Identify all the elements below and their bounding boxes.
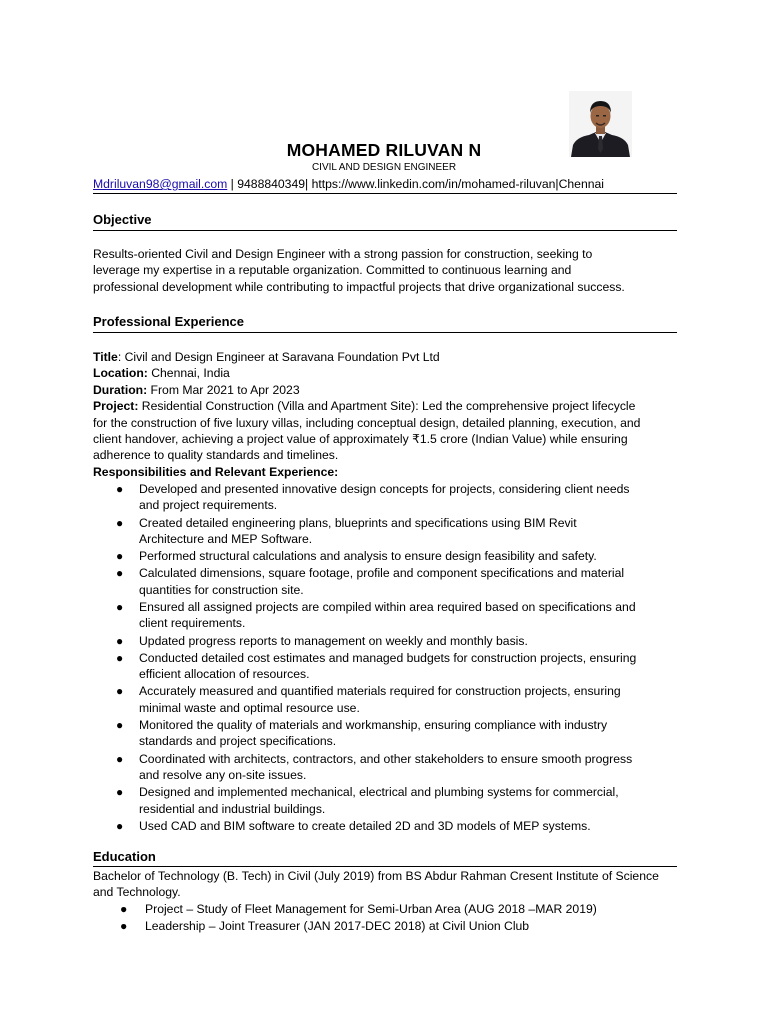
responsibilities-list (93, 481, 677, 835)
duration-label: Duration: (93, 382, 148, 397)
bullet-icon: ● (116, 515, 124, 530)
bullet-icon: ● (116, 684, 124, 699)
duration-line (93, 382, 677, 398)
project-text: adherence to quality standards and timelines. (93, 448, 339, 463)
education-line: and Technology. (93, 885, 181, 900)
list-item: ● Conducted detailed cost estimates and managed budgets for construction projects, ensuring efficient allocation of resources. (116, 650, 637, 682)
list-item: ● Created detailed engineering plans, blueprints and specifications using BIM Revit Architecture and MEP Software. (116, 515, 577, 547)
candidate-name: MOHAMED RILUVAN N (286, 140, 482, 160)
list-item: ● Performed structural calculations and analysis to ensure design feasibility and safety. (116, 549, 597, 564)
contact-line (93, 177, 683, 191)
education-line: Bachelor of Technology (B. Tech) in Civil (July 2019) from BS Abdur Rahman Cresent Institute of Science (93, 869, 659, 883)
objective-text (93, 246, 677, 295)
responsibilities-heading: Responsibilities and Relevant Experience: (93, 464, 339, 479)
contact-details: | 9488840349| https://www.linkedin.com/in/mohamed-riluvan|Chennai (227, 177, 604, 191)
list-item: ● Monitored the quality of materials and workmanship, ensuring compliance with industry standards and project specifications. (116, 718, 608, 749)
bullet-icon: ● (116, 600, 124, 615)
bullet-icon: ● (116, 650, 124, 665)
list-item: ● Used CAD and BIM software to create detailed 2D and 3D models of MEP systems. (116, 818, 591, 833)
project-label: Project: (93, 399, 139, 414)
bullet-icon: ● (116, 566, 124, 581)
education-divider (93, 866, 677, 867)
list-item: ● Updated progress reports to management on weekly and monthly basis. (116, 633, 528, 648)
education-text (93, 868, 677, 901)
duration-value: From Mar 2021 to Apr 2023 (147, 382, 300, 397)
location-value: Chennai, India (147, 366, 230, 381)
objective-line: leverage my expertise in a reputable organization. Committed to continuous learning and (93, 263, 572, 278)
list-item: ● Ensured all assigned projects are compiled within area required based on specifications and client requirements. (116, 600, 636, 631)
job-title-value: : Civil and Design Engineer at Saravana Foundation Pvt Ltd (117, 350, 440, 364)
job-title-label: Title (93, 350, 118, 364)
location-label: Location: (93, 366, 148, 381)
list-item: ● Accurately measured and quantified materials required for construction projects, ensuring minimal waste and optimal resource use. (116, 684, 621, 715)
bullet-icon: ● (116, 482, 124, 496)
experience-divider (93, 332, 677, 333)
objective-line: professional development while contributing to impactful projects that drive organizational success. (93, 279, 625, 294)
email-link[interactable]: Mdriluvan98@gmail.com (93, 177, 228, 191)
job-title-line (93, 349, 677, 365)
bullet-icon: ● (120, 902, 128, 916)
list-item: ● Project – Study of Fleet Management for Semi-Urban Area (AUG 2018 –MAR 2019) (120, 902, 597, 916)
project-text: for the construction of five luxury villas, including conceptual design, detailed planning, execution, and (93, 415, 641, 430)
list-item: ● Designed and implemented mechanical, electrical and plumbing systems for commercial, residential and industrial buildings. (116, 785, 619, 816)
bullet-icon: ● (120, 919, 128, 933)
experience-details (93, 349, 677, 480)
bullet-icon: ● (116, 549, 124, 564)
bullet-icon: ● (116, 633, 124, 648)
job-subtitle: CIVIL AND DESIGN ENGINEER (311, 162, 457, 173)
bullet-icon: ● (116, 785, 124, 800)
project-text: client handover, achieving a project value of approximately ₹1.5 crore (Indian Value) while ensuring (93, 432, 628, 447)
education-heading: Education (93, 849, 156, 864)
objective-line: Results-oriented Civil and Design Engineer with a strong passion for construction, seeking to (93, 247, 593, 261)
list-item: ● Calculated dimensions, square footage, profile and component specifications and material quantities for construction site. (116, 566, 625, 597)
list-item: ● Leadership – Joint Treasurer (JAN 2017-DEC 2018) at Civil Union Club (120, 919, 530, 933)
objective-divider (93, 230, 677, 231)
list-item: ● Developed and presented innovative design concepts for projects, considering client needs and project requirements. (116, 482, 630, 513)
objective-heading: Objective (93, 212, 152, 227)
project-line (93, 398, 677, 414)
bullet-icon: ● (116, 718, 124, 733)
header-divider (93, 193, 677, 194)
experience-heading: Professional Experience (93, 314, 245, 329)
list-item: ● Coordinated with architects, contractors, and other stakeholders to ensure smooth progress and resolve any on-site issues. (116, 751, 633, 783)
location-line (93, 365, 677, 381)
project-text: Residential Construction (Villa and Apartment Site): Led the comprehensive project lifecycle (138, 399, 636, 414)
education-list (93, 901, 677, 935)
bullet-icon: ● (116, 751, 124, 766)
bullet-icon: ● (116, 818, 124, 833)
